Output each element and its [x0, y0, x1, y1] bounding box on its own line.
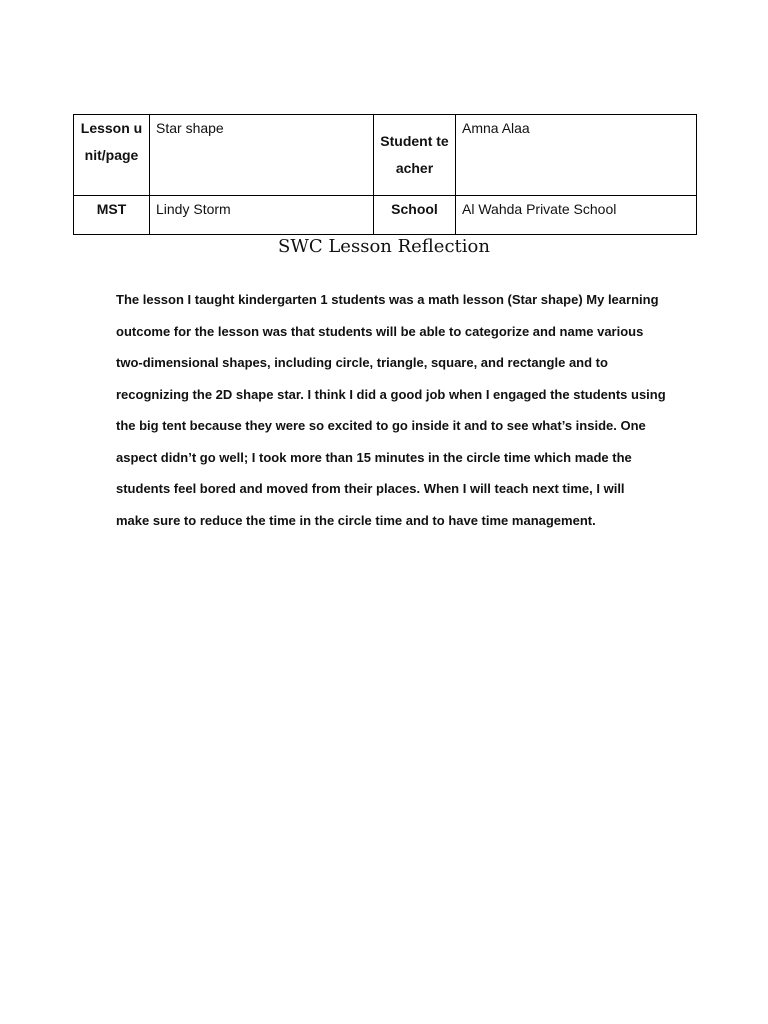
reflection-line: two-dimensional shapes, including circle, triangle, square, and rectangle and to	[116, 355, 608, 370]
reflection-line: the big tent because they were so excited to go inside it and to see what’s inside. One	[116, 418, 646, 433]
mst-value: Lindy Storm	[150, 196, 374, 235]
school-label: School	[374, 196, 456, 235]
reflection-line: aspect didn’t go well; I took more than 15 minutes in the circle time which made the	[116, 449, 632, 465]
student-teacher-label: Student teacher	[374, 115, 456, 196]
lesson-info-table	[73, 114, 697, 235]
page-title: SWC Lesson Reflection	[278, 236, 490, 257]
school-value: Al Wahda Private School	[456, 196, 697, 235]
lesson-unit-value: Star shape	[150, 115, 374, 196]
student-teacher-value: Amna Alaa	[456, 115, 697, 196]
reflection-line: make sure to reduce the time in the circle time and to have time management.	[116, 512, 596, 528]
reflection-line: students feel bored and moved from their places. When I will teach next time, I will	[116, 481, 625, 496]
table-row	[74, 115, 697, 196]
lesson-unit-label: Lesson unit/page	[74, 115, 150, 196]
reflection-line: recognizing the 2D shape star. I think I did a good job when I engaged the students using	[116, 386, 666, 402]
table-row	[74, 196, 697, 235]
mst-label: MST	[74, 196, 150, 235]
reflection-line: outcome for the lesson was that students will be able to categorize and name various	[116, 323, 644, 339]
reflection-line: The lesson I taught kindergarten 1 students was a math lesson (Star shape) My learning	[116, 292, 659, 307]
reflection-paragraph	[116, 284, 666, 536]
